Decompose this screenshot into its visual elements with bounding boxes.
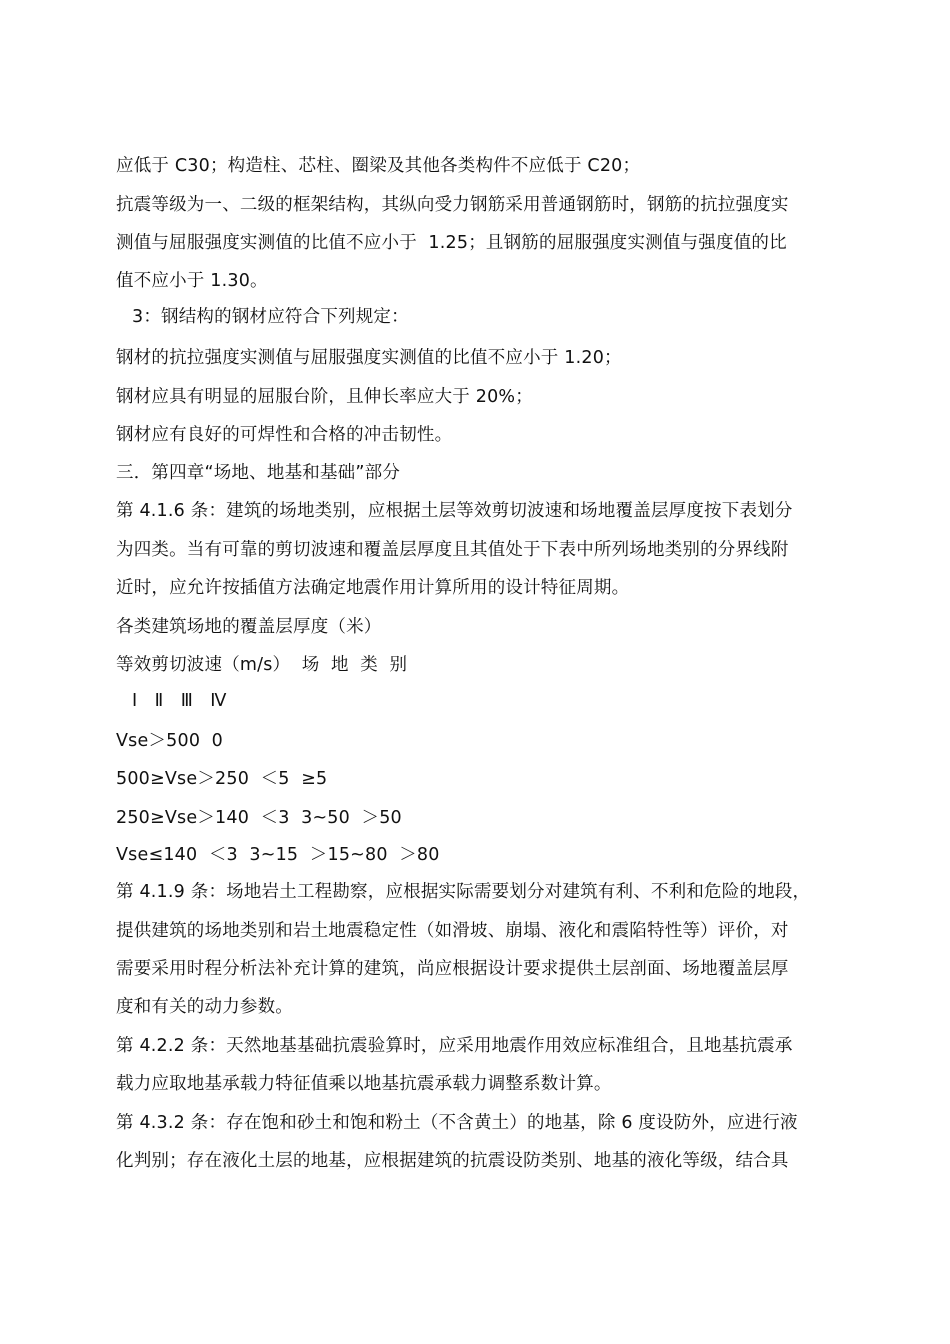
text-line: 提供建筑的场地类别和岩土地震稳定性（如滑坡、崩塌、液化和震陷特性等）评价，对 xyxy=(116,921,789,941)
section-heading: 三．第四章“场地、地基和基础”部分 xyxy=(116,463,401,483)
text-line: 测值与屈服强度实测值的比值不应小于 1.25；且钢筋的屈服强度实测值与强度值的比 xyxy=(116,233,787,253)
text-line: 近时，应允许按插值方法确定地震作用计算所用的设计特征周期。 xyxy=(116,578,630,598)
table-row: Vse＞500 0 xyxy=(116,731,224,751)
text-line: 度和有关的动力参数。 xyxy=(116,997,293,1017)
table-caption: 各类建筑场地的覆盖层厚度（米） xyxy=(116,617,382,637)
text-line: 钢材的抗拉强度实测值与屈服强度实测值的比值不应小于 1.20； xyxy=(116,348,622,368)
text-line: 3：钢结构的钢材应符合下列规定： xyxy=(132,307,409,327)
text-line: 抗震等级为一、二级的框架结构，其纵向受力钢筋采用普通钢筋时，钢筋的抗拉强度实 xyxy=(116,195,789,215)
text-line: 第 4.2.2 条：天然地基基础抗震验算时，应采用地震作用效应标准组合，且地基抗震承 xyxy=(116,1036,793,1056)
text-line: 化判别；存在液化土层的地基，应根据建筑的抗震设防类别、地基的液化等级，结合具 xyxy=(116,1151,789,1171)
text-line: 为四类。当有可靠的剪切波速和覆盖层厚度且其值处于下表中所列场地类别的分界线附 xyxy=(116,540,789,560)
text-line: 应低于 C30；构造柱、芯柱、圈梁及其他各类构件不应低于 C20； xyxy=(116,156,641,176)
table-row: 500≥Vse＞250 ＜5 ≥5 xyxy=(116,769,328,789)
text-line: 载力应取地基承载力特征值乘以地基抗震承载力调整系数计算。 xyxy=(116,1074,612,1094)
table-row: Vse≤140 ＜3 3~15 ＞15~80 ＞80 xyxy=(116,845,440,865)
text-line: 第 4.3.2 条：存在饱和砂土和饱和粉土（不含黄土）的地基，除 6 度设防外，应进行液 xyxy=(116,1113,798,1133)
text-line: 钢材应具有明显的屈服台阶，且伸长率应大于 20%； xyxy=(116,387,533,407)
text-line: 第 4.1.6 条：建筑的场地类别，应根据土层等效剪切波速和场地覆盖层厚度按下表划分 xyxy=(116,501,793,521)
text-line: 第 4.1.9 条：场地岩土工程勘察，应根据实际需要划分对建筑有利、不利和危险的地段， xyxy=(116,882,811,902)
text-line: 值不应小于 1.30。 xyxy=(116,271,268,291)
table-header-row: 等效剪切波速（m/s） 场 地 类 别 xyxy=(116,655,408,675)
table-row: 250≥Vse＞140 ＜3 3~50 ＞50 xyxy=(116,808,402,828)
text-line: 需要采用时程分析法补充计算的建筑，尚应根据设计要求提供土层剖面、场地覆盖层厚 xyxy=(116,959,789,979)
table-header-row: Ⅰ Ⅱ Ⅲ Ⅳ xyxy=(132,691,227,711)
text-line: 钢材应有良好的可焊性和合格的冲击韧性。 xyxy=(116,425,453,445)
